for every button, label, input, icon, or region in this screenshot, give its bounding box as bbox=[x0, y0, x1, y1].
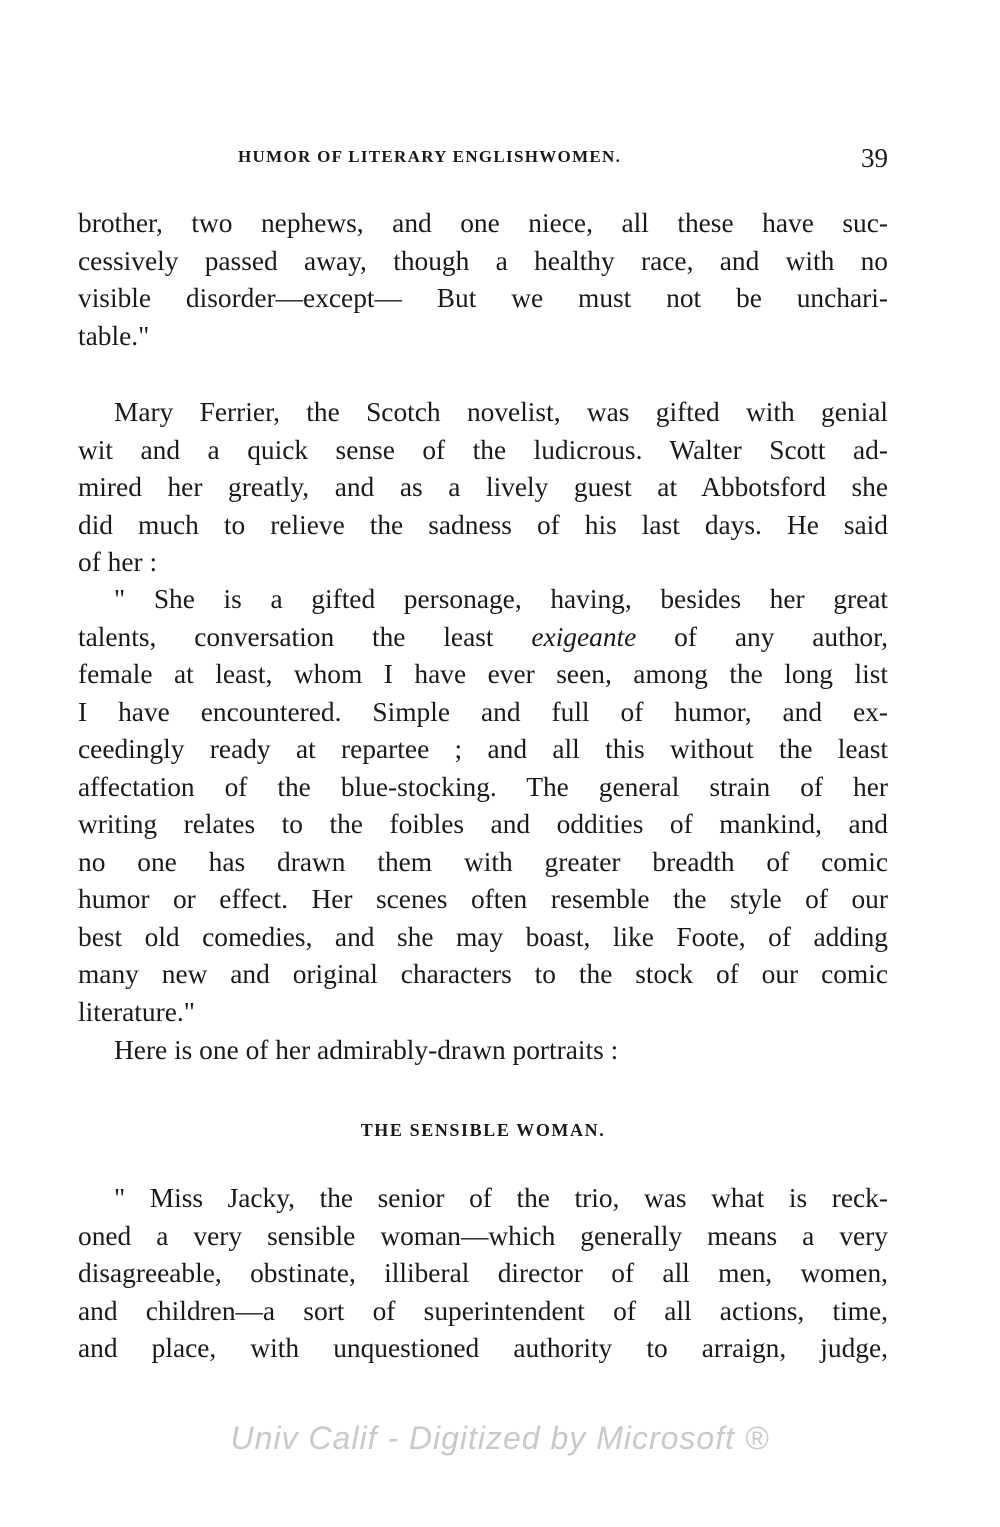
text-line: and place, with unquestioned authority to arraign, judge, bbox=[78, 1333, 888, 1363]
text-line: disagreeable, obstinate, illiberal director of all men, women, bbox=[78, 1258, 888, 1288]
italic-word: exigeante bbox=[531, 621, 637, 652]
text-line: no one has drawn them with greater breadth of comic bbox=[78, 846, 888, 877]
text-line: many new and original characters to the stock of our comic bbox=[78, 959, 888, 989]
text-line: Here is one of her admirably-drawn portraits : bbox=[114, 1035, 619, 1065]
text-line-with-italic bbox=[78, 619, 888, 657]
running-title: HUMOR OF LITERARY ENGLISHWOMEN. bbox=[238, 147, 622, 166]
text-line: did much to relieve the sadness of his last days. He said bbox=[78, 509, 888, 540]
page-number: 39 bbox=[861, 143, 888, 173]
digitization-watermark: Univ Calif - Digitized by Microsoft ® bbox=[230, 1420, 770, 1456]
paragraph-scott-quote bbox=[78, 581, 888, 1031]
paragraph-mary-ferrier bbox=[78, 394, 888, 582]
text-line: wit and a quick sense of the ludicrous. Walter Scott ad- bbox=[78, 434, 888, 465]
running-head bbox=[78, 143, 888, 173]
text-line: " Miss Jacky, the senior of the trio, was what is reck- bbox=[114, 1183, 888, 1213]
text-line: brother, two nephews, and one niece, all these have suc- bbox=[78, 208, 888, 238]
text-line: I have encountered. Simple and full of humor, and ex- bbox=[78, 696, 888, 727]
text-line: table." bbox=[78, 320, 150, 351]
text-line: affectation of the blue-stocking. The general strain of her bbox=[78, 771, 888, 802]
text-line: cessively passed away, though a healthy race, and with no bbox=[78, 245, 888, 276]
text-line: " She is a gifted personage, having, besides her great bbox=[114, 584, 888, 614]
text-line: female at least, whom I have ever seen, among the long list bbox=[78, 659, 888, 689]
text-line: mired her greatly, and as a lively guest at Abbotsford she bbox=[78, 472, 888, 502]
text-line: oned a very sensible woman—which generally means a very bbox=[78, 1220, 888, 1251]
paragraph-continuation bbox=[78, 205, 888, 355]
text-line: of her : bbox=[78, 547, 158, 577]
paragraph-portraits-intro bbox=[78, 1032, 888, 1070]
text-line: best old comedies, and she may boast, like Foote, of adding bbox=[78, 921, 888, 952]
text-line: Mary Ferrier, the Scotch novelist, was gifted with genial bbox=[114, 397, 888, 427]
text-line: writing relates to the foibles and oddities of mankind, and bbox=[78, 809, 888, 839]
text-line: visible disorder—except— But we must not be unchari- bbox=[78, 283, 888, 313]
text-line: and children—a sort of superintendent of all actions, time, bbox=[78, 1295, 888, 1326]
text-line: literature." bbox=[78, 996, 195, 1027]
text-fragment: of any author, bbox=[674, 621, 888, 652]
text-line: ceedingly ready at repartee ; and all this without the least bbox=[78, 734, 888, 764]
paragraph-miss-jacky bbox=[78, 1180, 888, 1368]
text-line: humor or effect. Her scenes often resemble the style of our bbox=[78, 884, 888, 914]
text-fragment: talents, conversation the least bbox=[78, 621, 494, 652]
section-heading: THE SENSIBLE WOMAN. bbox=[360, 1120, 606, 1140]
